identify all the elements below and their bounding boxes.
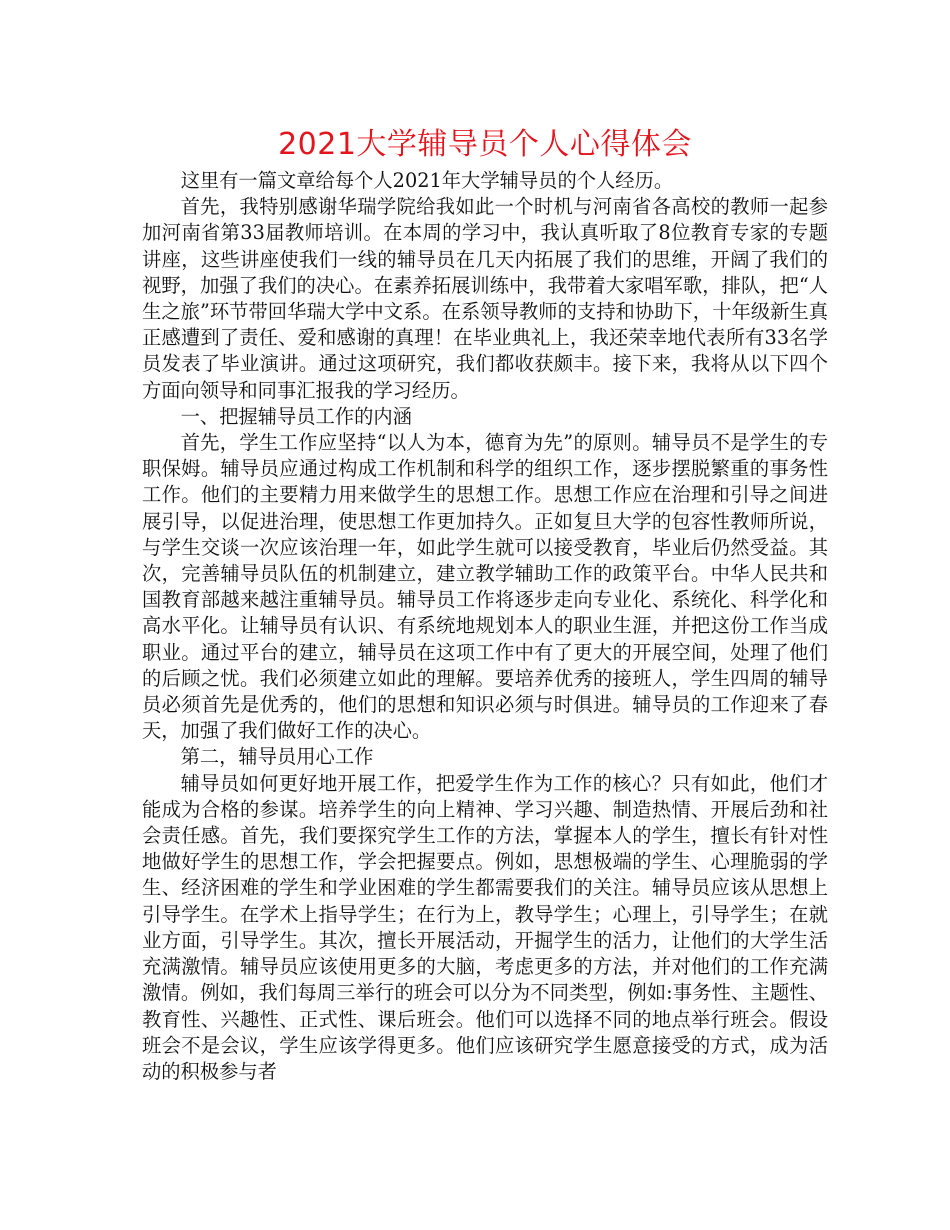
paragraph-section-1: 首先，学生工作应坚持“以人为本，德育为先”的原则。辅导员不是学生的专职保姆。辅导员应通过构成工作机制和科学的组织工作，逐步摆脱繁重的事务性工作。他们的主要精力用来做学生的思想工作。思想工作应在治理和引导之间进展引导，以促进治理，使思想工作更加持久。正如复旦大学的包容性教师所说，与学生交谈一次应该治理一年，如此学生就可以接受教育，毕业后仍然受益。其次，完善辅导员队伍的机制建立，建立教学辅助工作的政策平台。中华人民共和国教育部越来越注重辅导员。辅导员工作将逐步走向专业化、系统化、科学化和高水平化。让辅导员有认识、有系统地规划本人的职业生涯，并把这份工作当成职业。通过平台的建立，辅导员在这项工作中有了更大的开展空间，处理了他们的后顾之忧。我们必须建立如此的理解。要培养优秀的接班人，学生四周的辅导员必须首先是优秀的，他们的思想和知识必须与时俱进。辅导员的工作迎来了春天，加强了我们做好工作的决心。 bbox=[142, 431, 828, 743]
intro-paragraph: 这里有一篇文章给每个人2021年大学辅导员的个人经历。 bbox=[180, 169, 674, 192]
document-body bbox=[142, 168, 828, 1085]
paragraph-section-2: 辅导员如何更好地开展工作，把爱学生作为工作的核心？只有如此，他们才能成为合格的参谋。培养学生的向上精神、学习兴趣、制造热情、开展后劲和社会责任感。首先，我们要探究学生工作的方法，掌握本人的学生，擅长有针对性地做好学生的思想工作，学会把握要点。例如，思想极端的学生、心理脆弱的学生、经济困难的学生和学业困难的学生都需要我们的关注。辅导员应该从思想上引导学生。在学术上指导学生；在行为上，教导学生；心理上，引导学生；在就业方面，引导学生。其次，擅长开展活动，开掘学生的活力，让他们的大学生活充满激情。辅导员应该使用更多的大脑，考虑更多的方法，并对他们的工作充满激情。例如，我们每周三举行的班会可以分为不同类型，例如:事务性、主题性、教育性、兴趣性、正式性、课后班会。他们可以选择不同的地点举行班会。假设班会不是会议，学生应该学得更多。他们应该研究学生愿意接受的方式，成为活动的积极参与者 bbox=[142, 771, 828, 1083]
paragraph-thanks: 首先，我特别感谢华瑞学院给我如此一个时机与河南省各高校的教师一起参加河南省第33届教师培训。在本周的学习中，我认真听取了8位教育专家的专题讲座，这些讲座使我们一线的辅导员在几天内拓展了我们的思维，开阔了我们的视野，加强了我们的决心。在素养拓展训练中，我带着大家唱军歌，排队，把“人生之旅”环节带回华瑞大学中文系。在系领导教师的支持和协助下，十年级新生真正感遭到了责任、爱和感谢的真理！在毕业典礼上，我还荣幸地代表所有33名学员发表了毕业演讲。通过这项研究，我们都收获颇丰。接下来，我将从以下四个方面向领导和同事汇报我的学习经历。 bbox=[142, 195, 828, 402]
document-title: 2021大学辅导员个人心得体会 bbox=[278, 127, 692, 162]
document-page bbox=[142, 122, 828, 1085]
section-heading-1: 一、把握辅导员工作的内涵 bbox=[180, 404, 412, 428]
section-heading-2: 第二，辅导员用心工作 bbox=[180, 745, 374, 769]
